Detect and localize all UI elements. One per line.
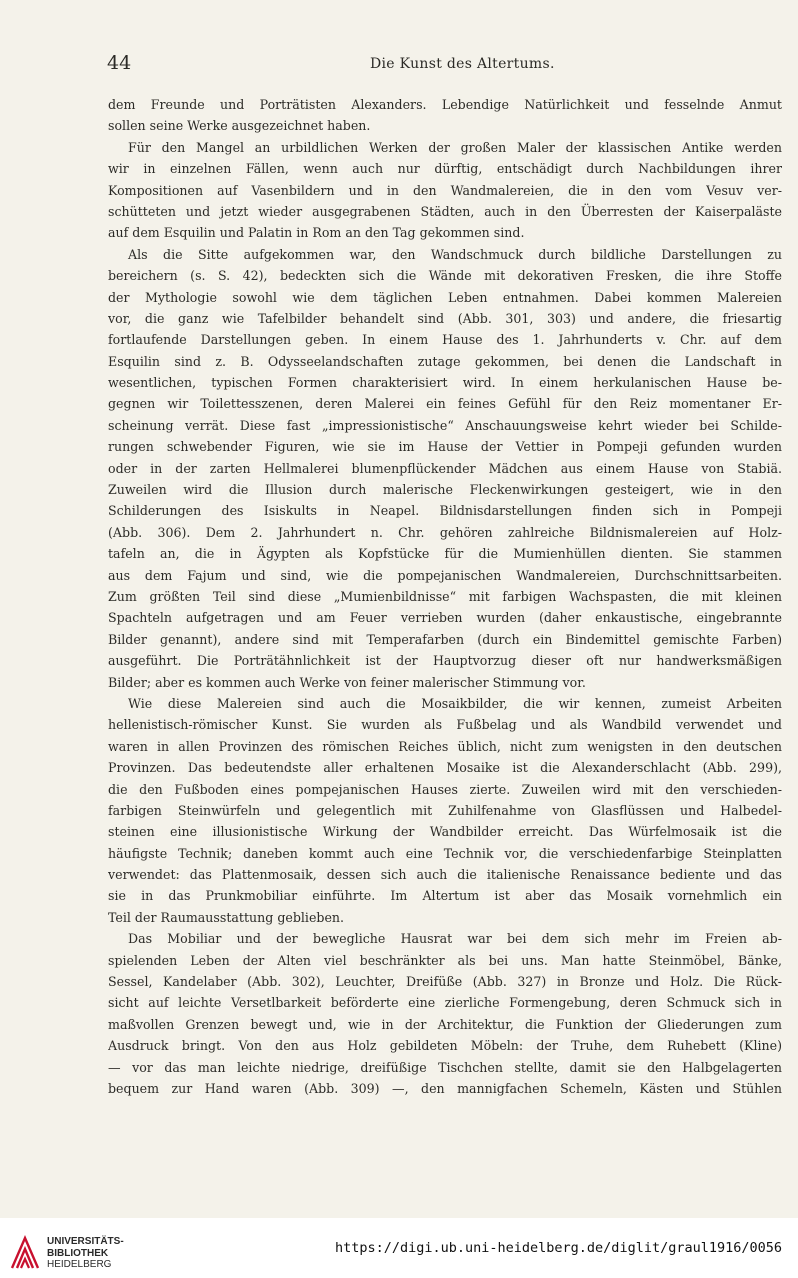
text-line: sicht auf leichte Versetlbarkeit beförderte eine zierliche Formengebung, deren Schmuck sich in — [108, 995, 782, 1011]
text-line: Bilder; aber es kommen auch Werke von feiner malerischer Stimmung vor. — [108, 674, 586, 690]
institution-name — [47, 1236, 124, 1271]
text-line: Spachteln aufgetragen und am Feuer verrieben wurden (daher enkaustische, eingebrannte — [108, 610, 782, 626]
text-line: schütteten und jetzt wieder ausgegrabenen Städten, auch in den Überresten der Kaiserpaläste — [108, 203, 782, 219]
text-line: Zuweilen wird die Illusion durch malerische Fleckenwirkungen gesteigert, wie in den — [108, 482, 782, 498]
text-line: Teil der Raumausstattung geblieben. — [108, 909, 345, 925]
institution-line-1: UNIVERSITÄTS- — [47, 1236, 124, 1247]
text-line: die den Fußboden eines pompejanischen Hauses zierte. Zuweilen wird mit den verschieden- — [108, 781, 782, 797]
text-line: rungen schwebender Figuren, wie sie im Hause der Vettier in Pompeji gefunden wurden — [108, 439, 782, 455]
text-line: Schilderungen des Isiskults in Neapel. Bildnisdarstellungen finden sich in Pompeji — [108, 503, 782, 519]
text-line: der Mythologie sowohl wie dem täglichen Leben entnahmen. Dabei kommen Malereien — [108, 289, 782, 305]
text-line: Esquilin sind z. B. Odysseelandschaften zutage gekommen, bei denen die Landschaft in — [108, 353, 782, 369]
text-line: oder in der zarten Hellmalerei blumenpflückender Mädchen aus einem Hause von Stabiä. — [108, 460, 782, 476]
text-line: wesentlichen, typischen Formen charakterisiert wird. In einem herkulanischen Hause be- — [108, 375, 782, 391]
heidelberg-library-logo-icon[interactable] — [8, 1234, 42, 1270]
text-line: bereichern (s. S. 42), bedeckten sich die Wände mit dekorativen Fresken, die ihre Stoffe — [108, 268, 782, 284]
page-number: 44 — [107, 52, 132, 74]
text-line: Als die Sitte aufgekommen war, den Wandschmuck durch bildliche Darstellungen zu — [128, 246, 782, 262]
text-line: Sessel, Kandelaber (Abb. 302), Leuchter, Dreifüße (Abb. 327) in Bronze und Holz. Die Rück- — [108, 974, 782, 990]
text-line: aus dem Fajum und sind, wie die pompejanischen Wandmalereien, Durchschnittsarbeiten. — [108, 567, 782, 583]
text-line: Das Mobiliar und der bewegliche Hausrat war bei dem sich mehr im Freien ab- — [128, 931, 782, 947]
text-line: verwendet: das Plattenmosaik, dessen sich auch die italienische Renaissance bediente und das — [108, 867, 782, 883]
institution-line-2: BIBLIOTHEK — [47, 1247, 109, 1259]
text-line: Für den Mangel an urbildlichen Werken der großen Maler der klassischen Antike werden — [128, 139, 782, 155]
text-line: maßvollen Grenzen bewegt und, wie in der Architektur, die Funktion der Gliederungen zum — [108, 1016, 782, 1032]
text-line: Zum größten Teil sind diese „Mumienbildnisse“ mit farbigen Wachspasten, die mit kleinen — [108, 588, 782, 604]
text-line: gegnen wir Toilettesszenen, deren Malerei ein feines Gefühl für den Reiz momentaner Er- — [108, 396, 782, 412]
text-line: vor, die ganz wie Tafelbilder behandelt sind (Abb. 301, 303) und andere, die friesartig — [108, 310, 782, 326]
text-line: sollen seine Werke ausgezeichnet haben. — [108, 118, 371, 134]
text-line: Kompositionen auf Vasenbildern und in den Wandmalereien, die in den vom Vesuv ver- — [108, 182, 782, 198]
text-line: waren in allen Provinzen des römischen Reiches üblich, nicht zum wenigsten in den deutschen — [108, 738, 782, 754]
text-line: Provinzen. Das bedeutendste aller erhaltenen Mosaike ist die Alexanderschlacht (Abb. 299), — [108, 760, 782, 776]
body-text — [108, 94, 782, 1099]
text-line: dem Freunde und Porträtisten Alexanders. Lebendige Natürlichkeit und fesselnde Anmut — [108, 97, 782, 112]
institution-line-3: HEIDELBERG — [47, 1259, 112, 1270]
text-line: scheinung verrät. Diese fast „impressionistische“ Anschauungsweise kehrt wieder bei Schilde- — [108, 417, 782, 433]
text-line: steinen eine illusionistische Wirkung der Wandbilder erreicht. Das Würfelmosaik ist die — [108, 824, 782, 840]
text-line: (Abb. 306). Dem 2. Jahrhundert n. Chr. gehören zahlreiche Bildnismalereien auf Holz- — [108, 524, 782, 540]
text-line: auf dem Esquilin und Palatin in Rom an den Tag gekommen sind. — [108, 225, 525, 241]
text-line: Bilder genannt), andere sind mit Temperafarben (durch ein Bindemittel gemischte Farben) — [108, 631, 782, 647]
text-line: — vor das man leichte niedrige, dreifüßige Tischchen stellte, damit sie den Halbgelagerten — [108, 1059, 782, 1075]
text-line: Ausdruck bringt. Von den aus Holz gebildeten Möbeln: der Truhe, dem Ruhebett (Kline) — [108, 1038, 782, 1054]
text-line: bequem zur Hand waren (Abb. 309) —, den mannigfachen Schemeln, Kästen und Stühlen — [108, 1080, 782, 1096]
text-line: hellenistisch-römischer Kunst. Sie wurden als Fußbelag und als Wandbild verwendet und — [108, 717, 782, 733]
viewer-footer — [0, 1218, 798, 1278]
text-line: ausgeführt. Die Porträtähnlichkeit ist der Hauptvorzug dieser oft nur handwerksmäßigen — [108, 653, 782, 669]
running-head: Die Kunst des Altertums. — [370, 56, 555, 72]
text-line: Wie diese Malereien sind auch die Mosaikbilder, die wir kennen, zumeist Arbeiten — [128, 695, 782, 711]
page-header — [0, 52, 798, 82]
text-line: farbigen Steinwürfeln und gelegentlich mit Zuhilfenahme von Glasflüssen und Halbedel- — [108, 802, 782, 818]
text-line: wir in einzelnen Fällen, wenn auch nur dürftig, entschädigt durch Nachbildungen ihrer — [108, 161, 782, 177]
text-line: häufigste Technik; daneben kommt auch eine Technik vor, die verschiedenfarbige Steinplatten — [108, 845, 782, 861]
text-line: spielenden Leben der Alten viel beschränkter als bei uns. Man hatte Steinmöbel, Bänke, — [108, 952, 782, 968]
text-line: sie in das Prunkmobiliar einführte. Im Altertum ist aber das Mosaik vornehmlich ein — [108, 888, 782, 904]
source-url[interactable]: https://digi.ub.uni-heidelberg.de/diglit/graul1916/0056 — [334, 1240, 782, 1256]
text-line: fortlaufende Darstellungen geben. In einem Hause des 1. Jahrhunderts v. Chr. auf dem — [108, 332, 782, 348]
text-line: tafeln an, die in Ägypten als Kopfstücke für die Mumienhüllen dienten. Sie stammen — [108, 546, 782, 562]
